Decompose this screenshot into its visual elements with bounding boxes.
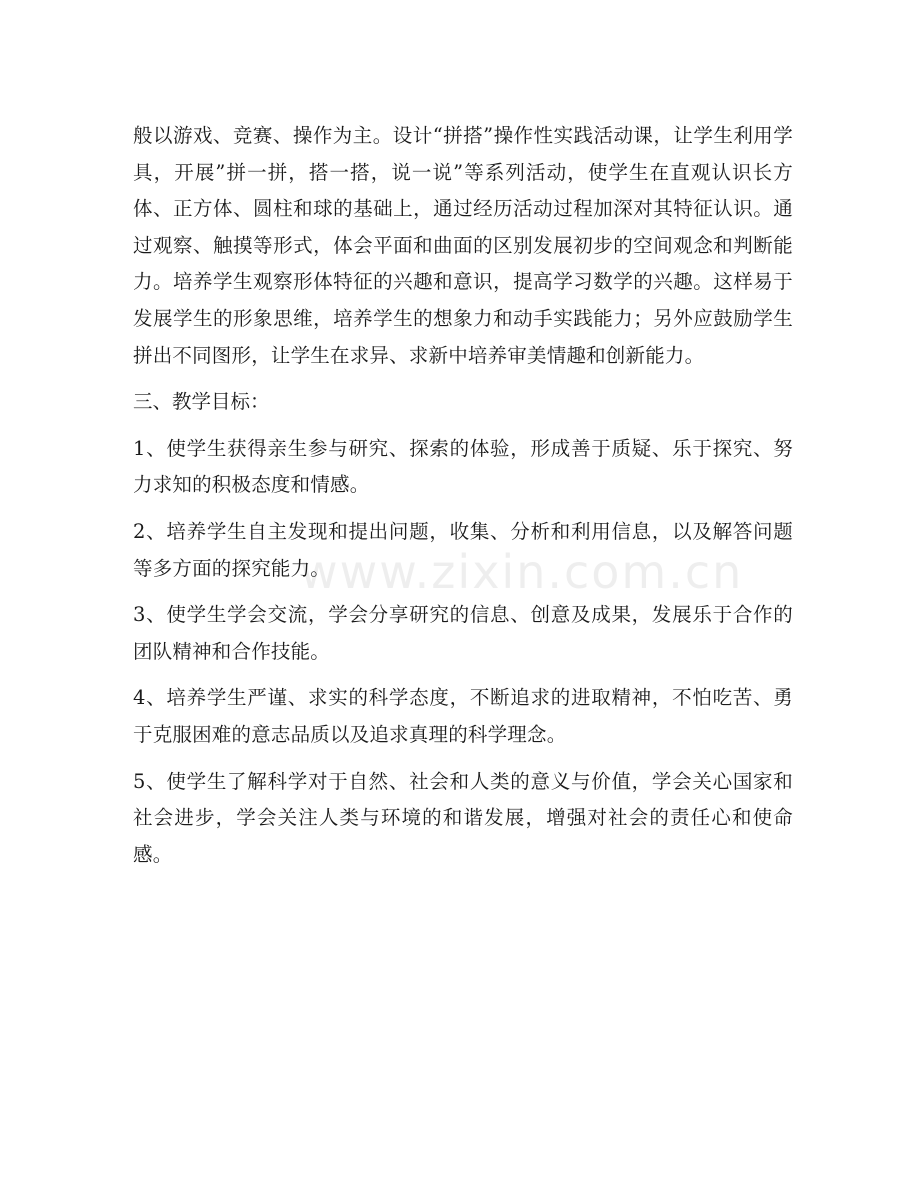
document-body — [133, 118, 793, 883]
objective-item-3: 3、使学生学会交流，学会分享研究的信息、创意及成果，发展乐于合作的团队精神和合作技能。 — [133, 603, 793, 663]
watermark: www.zixin.com.cn — [300, 545, 744, 599]
objective-item-1: 1、使学生获得亲生参与研究、探索的体验，形成善于质疑、乐于探究、努力求知的积极态度和情感。 — [133, 436, 793, 497]
intro-paragraph: 般以游戏、竞赛、操作为主。设计“拼搭”操作性实践活动课，让学生利用学具，开展”拼一拼，搭一搭，说一说”等系列活动，使学生在直观认识长方体、正方体、圆柱和球的基础上，通过经历活动过程加深对其特征认识。通过观察、触摸等形式，体会平面和曲面的区别发展初步的空间观念和判断能力。培养学生观察形体特征的兴趣和意识，提高学习数学的兴趣。这样易于发展学生的形象思维，培养学生的想象力和动手实践能力；另外应鼓励学生拼出不同图形，让学生在求异、求新中培养审美情趣和创新能力。 — [133, 124, 793, 367]
section-heading: 三、教学目标： — [133, 390, 270, 414]
objective-item-5: 5、使学生了解科学对于自然、社会和人类的意义与价值，学会关心国家和社会进步，学会关注人类与环境的和谐发展，增强对社会的责任心和使命感。 — [133, 769, 793, 866]
objective-item-2: 2、培养学生自主发现和提出问题，收集、分析和利用信息，以及解答问题等多方面的探究能力。 — [133, 519, 793, 580]
objective-item-4: 4、培养学生严谨、求实的科学态度，不断追求的进取精神，不怕吃苦、勇于克服困难的意志品质以及追求真理的科学理念。 — [133, 686, 793, 746]
